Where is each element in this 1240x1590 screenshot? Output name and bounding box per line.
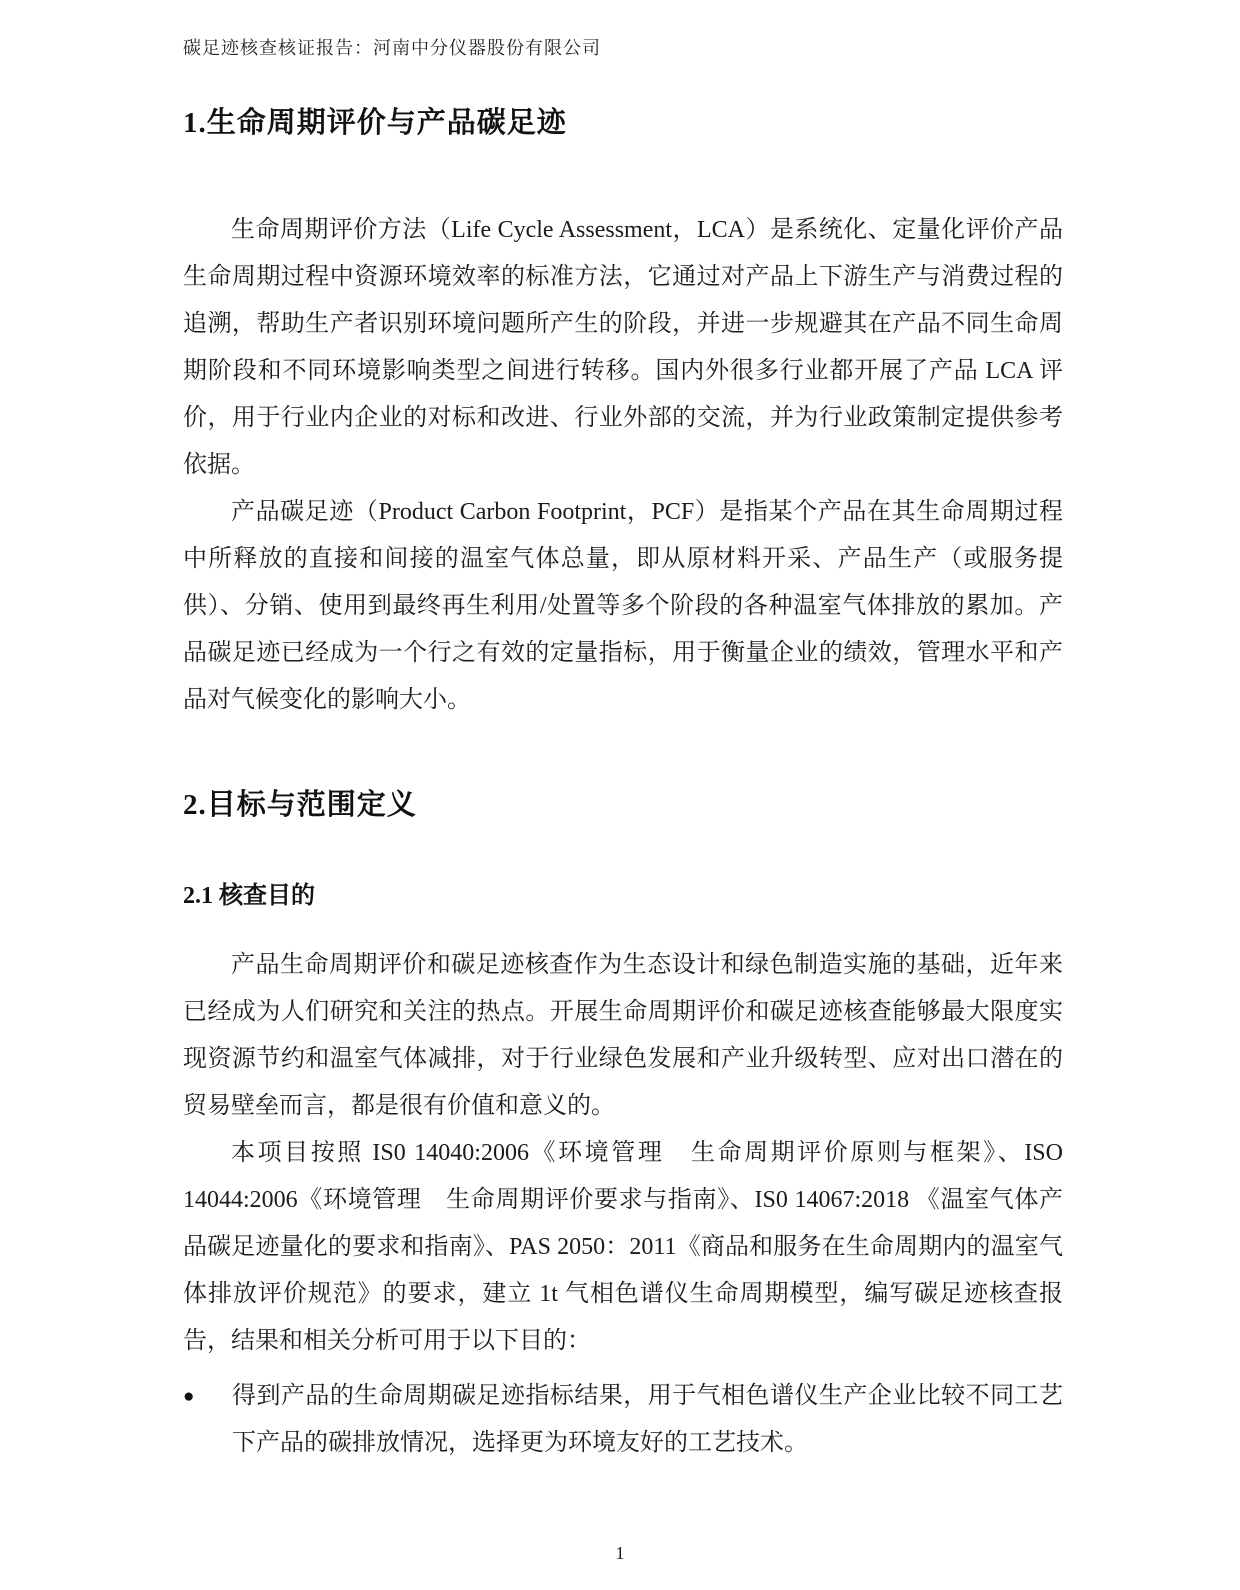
section-1-body xyxy=(183,207,1063,724)
paragraph-lca-definition: 生命周期评价方法（Life Cycle Assessment，LCA）是系统化、定量化评价产品生命周期过程中资源环境效率的标准方法，它通过对产品上下游生产与消费过程的追溯，帮助生产者识别环境问题所产生的阶段，并进一步规避其在产品不同生命周期阶段和不同环境影响类型之间进行转移。国内外很多行业都开展了产品 LCA 评价，用于行业内企业的对标和改进、行业外部的交流，并为行业政策制定提供参考依据。 xyxy=(183,217,1063,478)
paragraph-standards-basis: 本项目按照 IS0 14040:2006《环境管理 生命周期评价原则与框架》、ISO 14044:2006《环境管理 生命周期评价要求与指南》、IS0 14067:2018 《温室气体产品碳足迹量化的要求和指南》、PAS 2050：2011《商品和服务在生命周期内的温室气体排放评价规范》的要求，建立 1t 气相色谱仪生命周期模型，编写碳足迹核查报告，结果和相关分析可用于以下目的： xyxy=(183,1140,1063,1354)
page-number: 1 xyxy=(615,1543,625,1563)
page-content xyxy=(183,0,1063,1467)
bullet-item-1 xyxy=(183,1373,1063,1467)
paragraph-verification-purpose: 产品生命周期评价和碳足迹核查作为生态设计和绿色制造实施的基础，近年来已经成为人们研究和关注的热点。开展生命周期评价和碳足迹核查能够最大限度实现资源节约和温室气体减排，对于行业绿色发展和产业升级转型、应对出口潜在的贸易壁垒而言，都是很有价值和意义的。 xyxy=(183,952,1063,1119)
section-2-heading: 2.目标与范围定义 xyxy=(183,789,417,821)
paragraph-pcf-definition: 产品碳足迹（Product Carbon Footprint，PCF）是指某个产品在其生命周期过程中所释放的直接和间接的温室气体总量，即从原材料开采、产品生产（或服务提供）、分销、使用到最终再生利用/处置等多个阶段的各种温室气体排放的累加。产品碳足迹已经成为一个行之有效的定量指标，用于衡量企业的绩效，管理水平和产品对气候变化的影响大小。 xyxy=(183,499,1063,713)
section-2-1-body xyxy=(183,942,1063,1365)
running-header: 碳足迹核查核证报告：河南中分仪器股份有限公司 xyxy=(183,38,601,58)
section-2-1-heading: 2.1 核查目的 xyxy=(183,883,315,909)
section-1-heading: 1.生命周期评价与产品碳足迹 xyxy=(183,107,567,139)
bullet-item-1-text: 得到产品的生命周期碳足迹指标结果，用于气相色谱仪生产企业比较不同工艺下产品的碳排放情况，选择更为环境友好的工艺技术。 xyxy=(232,1383,1063,1456)
bullet-icon: ● xyxy=(183,1386,195,1407)
